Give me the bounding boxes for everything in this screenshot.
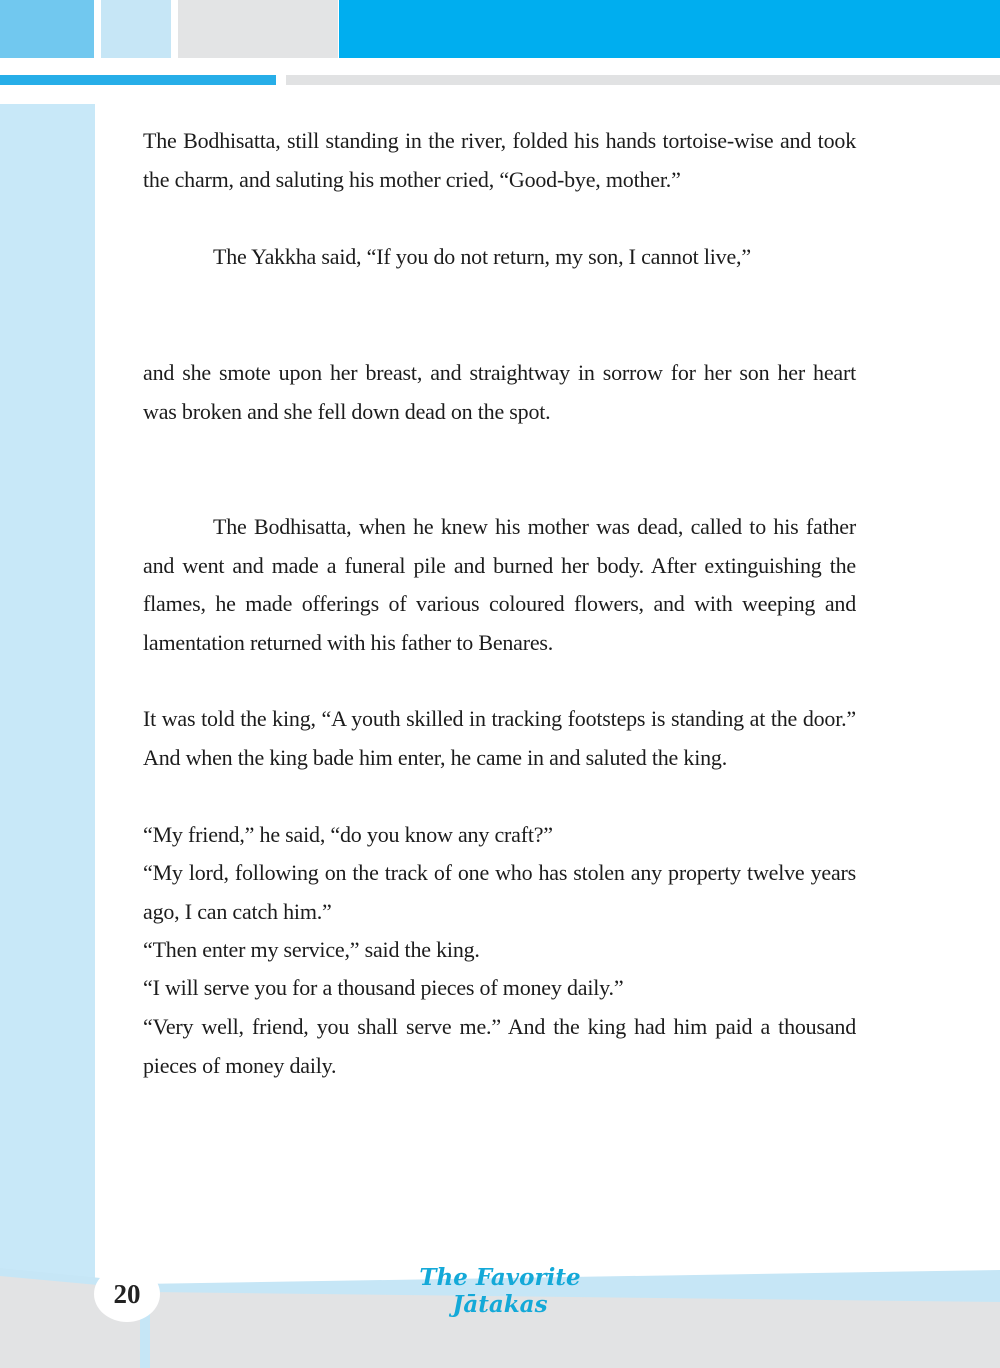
- paragraph-5: It was told the king, “A youth skilled in tracking footsteps is standing at the door.” And when the king bade him enter, he came in and saluted the king.: [143, 706, 856, 770]
- header-stripe-blue: [0, 75, 276, 85]
- dialogue-line-3: “Then enter my service,” said the king.: [143, 937, 480, 962]
- dialogue-line-2: “My lord, following on the track of one who has stolen any property twelve years ago, I can catch him.”: [143, 860, 856, 924]
- side-bar: [0, 104, 95, 1368]
- dialogue-line-4: “I will serve you for a thousand pieces of money daily.”: [143, 975, 624, 1000]
- page-number: 20: [94, 1266, 160, 1322]
- header-block-2: [101, 0, 171, 58]
- paragraph-1: The Bodhisatta, still standing in the river, folded his hands tortoise-wise and took the charm, and saluting his mother cried, “Good-bye, mother.”: [143, 128, 856, 192]
- paragraph-4: The Bodhisatta, when he knew his mother was dead, called to his father and went and made a funeral pile and burned her body. After extinguishing the flames, he made offerings of various coloured flowers, and with weeping and lamentation returned with his father to Benares.: [143, 514, 856, 655]
- book-title: The Favorite Jātakas: [419, 1264, 581, 1318]
- dialogue-line-5: “Very well, friend, you shall serve me.” And the king had him paid a thousand pieces of money daily.: [143, 1014, 856, 1078]
- header-block-1: [0, 0, 94, 58]
- header-block-3: [178, 0, 338, 58]
- header-block-4: [339, 0, 1000, 58]
- paragraph-3: and she smote upon her breast, and straightway in sorrow for her son her heart was broken and she fell down dead on the spot.: [143, 360, 856, 424]
- header-stripe-grey: [286, 75, 1000, 85]
- dialogue-line-1: “My friend,” he said, “do you know any craft?”: [143, 822, 553, 847]
- paragraph-2: The Yakkha said, “If you do not return, my son, I cannot live,”: [213, 244, 751, 269]
